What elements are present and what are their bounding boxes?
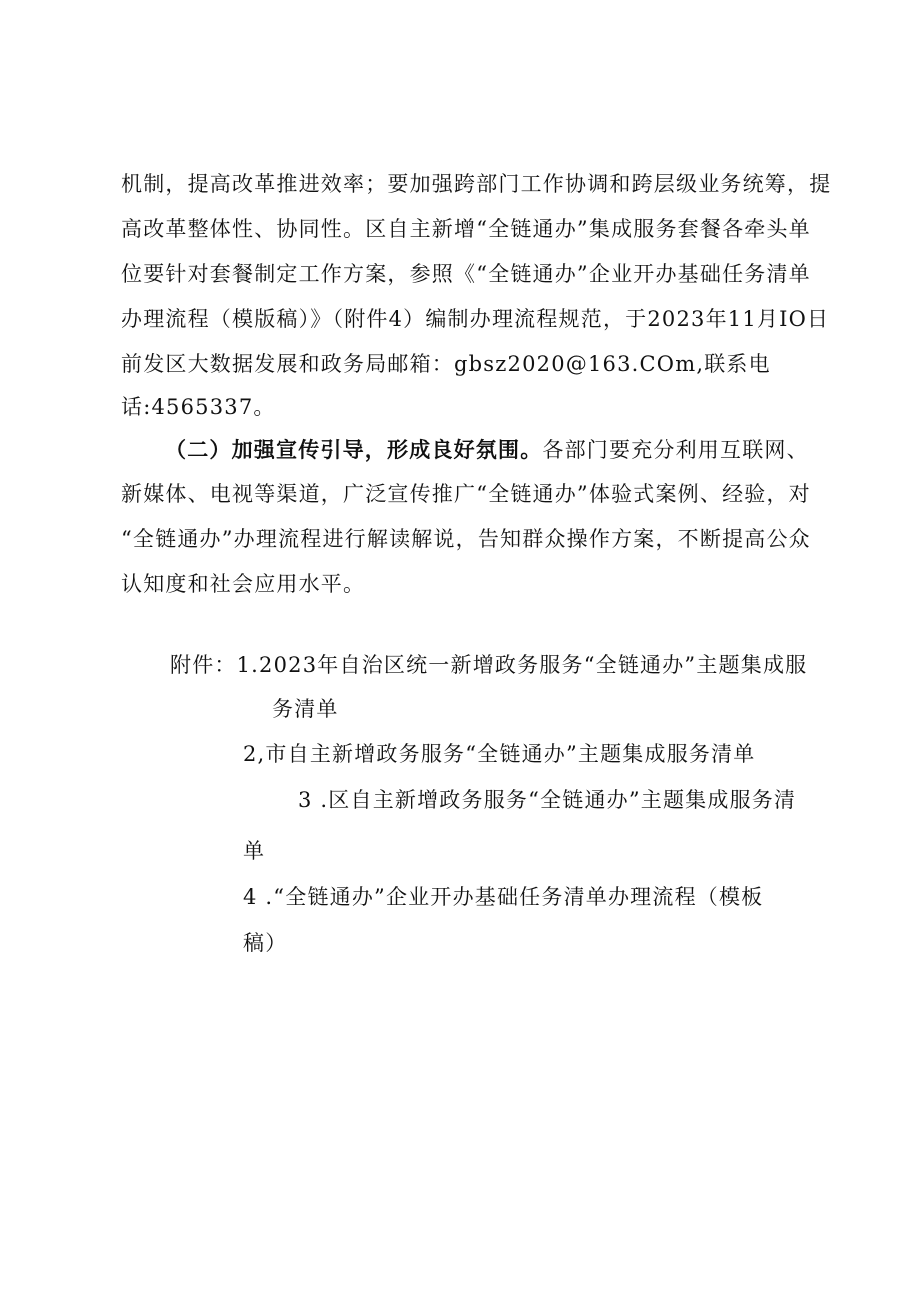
paragraph1-line-6: 话:4565337。 bbox=[121, 395, 276, 419]
attachment-item-3-continued: 单 bbox=[243, 839, 266, 863]
paragraph1-line-2: 高改革整体性、协同性。区自主新增“全链通办”集成服务套餐各牵头单 bbox=[121, 217, 811, 241]
paragraph1-line-5: 前发区大数据发展和政务局邮箱：gbsz2020@163.COm,联系电 bbox=[121, 352, 771, 376]
paragraph2-line-3: “全链通办”办理流程进行解读解说，告知群众操作方案，不断提高公众 bbox=[121, 527, 811, 551]
paragraph1-line-3: 位要针对套餐制定工作方案，参照《“全链通办”企业开办基础任务清单 bbox=[121, 262, 811, 286]
attachment-item-1 bbox=[170, 651, 807, 679]
attachment-item-4: 4 .“全链通办”企业开办基础任务清单办理流程（模板 bbox=[243, 885, 764, 909]
paragraph2-line-2: 新媒体、电视等渠道，广泛宣传推广“全链通办”体验式案例、经验，对 bbox=[121, 482, 811, 506]
paragraph2-line-4: 认知度和社会应用水平。 bbox=[121, 572, 366, 596]
paragraph1-line-1: 机制，提高改革推进效率；要加强跨部门工作协调和跨层级业务统筹，提 bbox=[121, 172, 832, 196]
paragraph1-line-4: 办理流程（模版稿）》（附件4）编制办理流程规范，于2023年11月IO日 bbox=[121, 307, 830, 331]
attachment-item-4-continued: 稿） bbox=[243, 931, 288, 955]
paragraph2-line1-rest: 各部门要充分利用互联网、 bbox=[542, 438, 809, 462]
paragraph2-heading: （二）加强宣传引导，形成良好氛围。 bbox=[165, 437, 543, 462]
attachment-item-3: 3 .区自主新增政务服务“全链通办”主题集成服务清 bbox=[298, 788, 797, 812]
attachment-item-2: 2,市自主新增政务服务“全链通办”主题集成服务清单 bbox=[243, 742, 756, 766]
attachment-item-1-continued: 务清单 bbox=[272, 697, 339, 721]
paragraph2-line-1 bbox=[165, 436, 809, 464]
attachment-item-1-text: 1.2023年自治区统一新增政务服务“全链通办”主题集成服 bbox=[236, 653, 808, 677]
attachments-label: 附件： bbox=[170, 653, 237, 677]
